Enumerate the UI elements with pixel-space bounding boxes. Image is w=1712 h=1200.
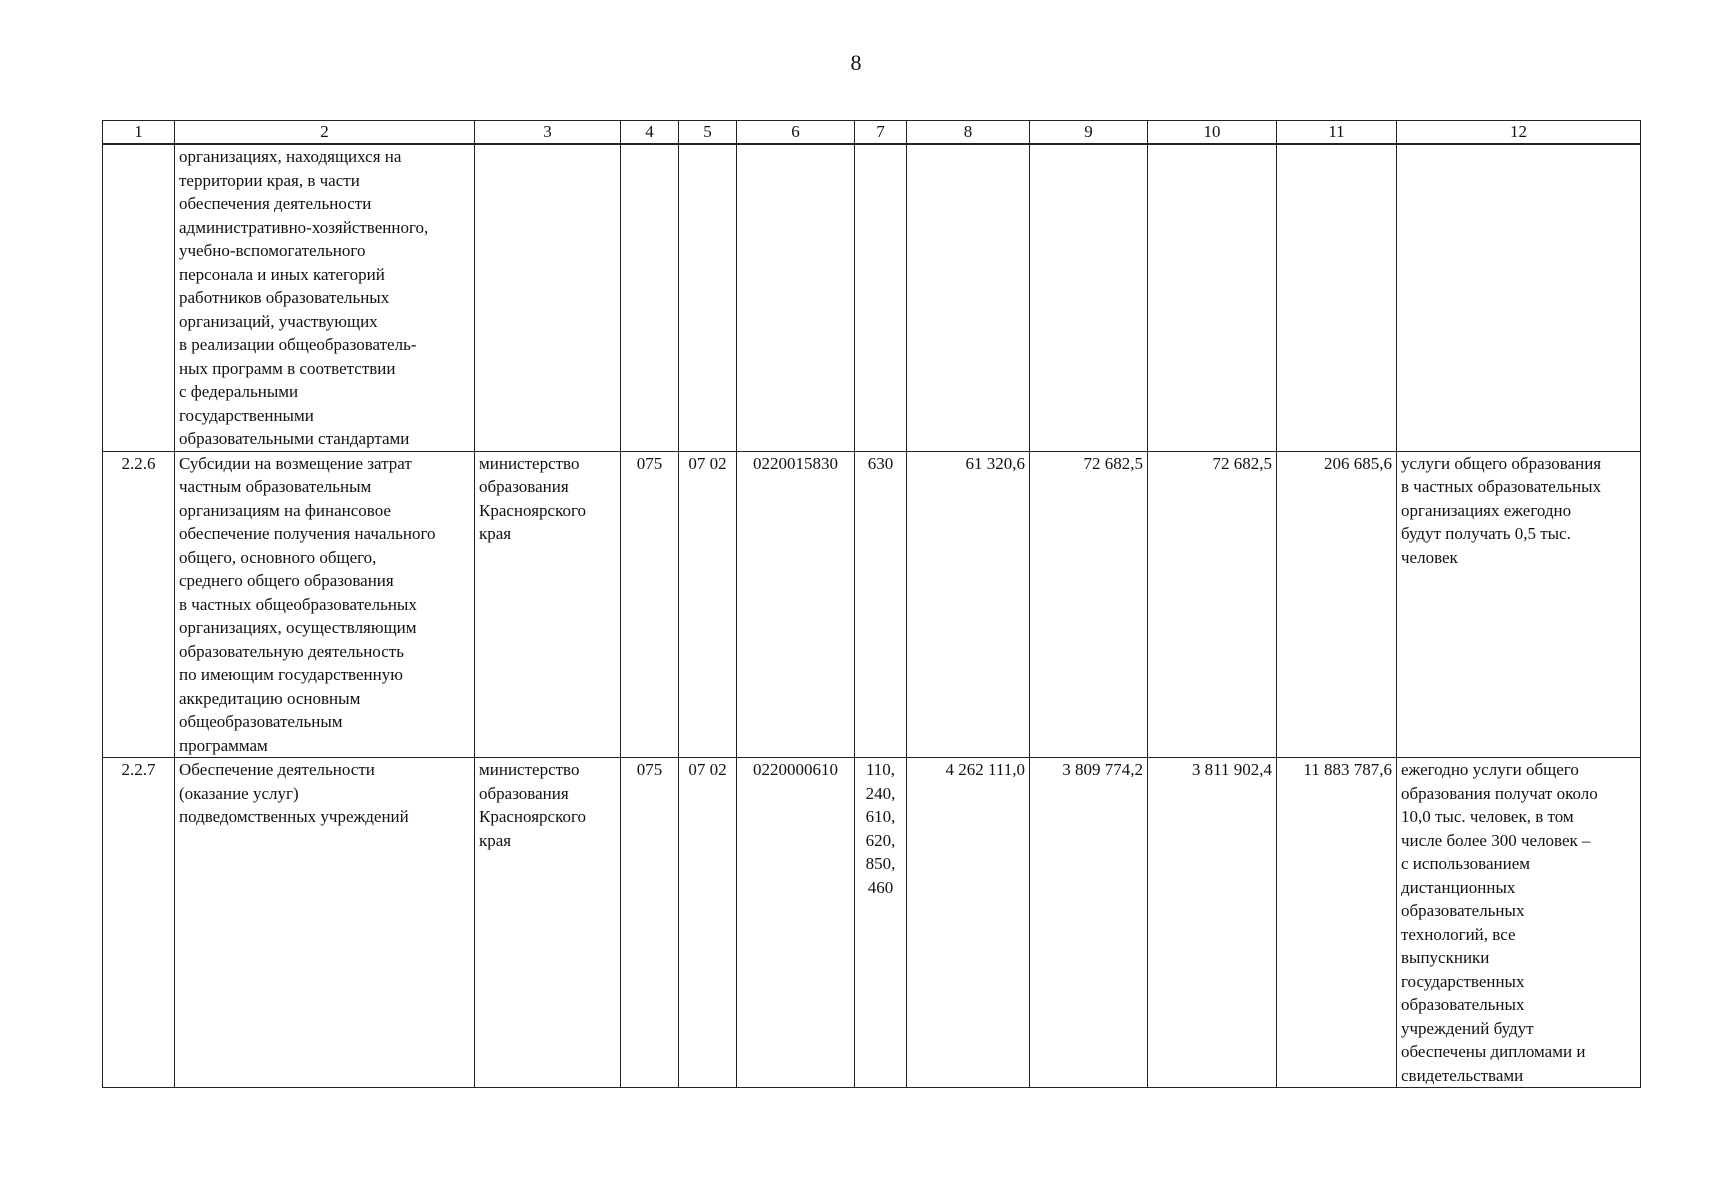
cell-administrator: министерство образования Красноярского края xyxy=(475,758,621,1088)
cell-total: 11 883 787,6 xyxy=(1277,758,1397,1088)
col-header-5: 5 xyxy=(679,121,737,145)
col-header-6: 6 xyxy=(737,121,855,145)
cell-administrator: министерство образования Красноярского края xyxy=(475,451,621,758)
cell-year-1 xyxy=(907,144,1030,451)
cell-grbs xyxy=(621,144,679,451)
col-header-3: 3 xyxy=(475,121,621,145)
header-row xyxy=(103,121,1641,145)
cell-administrator xyxy=(475,144,621,451)
cell-csr: 0220000610 xyxy=(737,758,855,1088)
col-header-10: 10 xyxy=(1148,121,1277,145)
col-header-11: 11 xyxy=(1277,121,1397,145)
cell-vr: 630 xyxy=(855,451,907,758)
col-header-1: 1 xyxy=(103,121,175,145)
cell-grbs: 075 xyxy=(621,758,679,1088)
page-number: 8 xyxy=(850,50,862,75)
col-header-7: 7 xyxy=(855,121,907,145)
cell-year-3: 72 682,5 xyxy=(1148,451,1277,758)
cell-vr: 110, 240, 610, 620, 850, 460 xyxy=(855,758,907,1088)
cell-vr xyxy=(855,144,907,451)
table-row xyxy=(103,451,1641,758)
cell-rzpr: 07 02 xyxy=(679,758,737,1088)
cell-year-3: 3 811 902,4 xyxy=(1148,758,1277,1088)
cell-expected-result: услуги общего образования в частных образовательных организациях ежегодно будут получать 0,5 тыс. человек xyxy=(1397,451,1641,758)
cell-number: 2.2.7 xyxy=(103,758,175,1088)
cell-year-2: 3 809 774,2 xyxy=(1030,758,1148,1088)
cell-year-1: 61 320,6 xyxy=(907,451,1030,758)
cell-total: 206 685,6 xyxy=(1277,451,1397,758)
cell-year-1: 4 262 111,0 xyxy=(907,758,1030,1088)
cell-expected-result xyxy=(1397,144,1641,451)
table-row xyxy=(103,758,1641,1088)
cell-csr xyxy=(737,144,855,451)
cell-total xyxy=(1277,144,1397,451)
cell-year-2 xyxy=(1030,144,1148,451)
cell-rzpr xyxy=(679,144,737,451)
cell-rzpr: 07 02 xyxy=(679,451,737,758)
col-header-12: 12 xyxy=(1397,121,1641,145)
col-header-4: 4 xyxy=(621,121,679,145)
table-row xyxy=(103,144,1641,451)
budget-table xyxy=(102,120,1641,1088)
cell-expected-result: ежегодно услуги общего образования получат около 10,0 тыс. человек, в том числе более 300 человек – с использованием дистанционных образовательных технологий, все выпускники государственных образовательных учреждений будут обеспечены дипломами и свидетельствами xyxy=(1397,758,1641,1088)
col-header-9: 9 xyxy=(1030,121,1148,145)
cell-year-3 xyxy=(1148,144,1277,451)
cell-event-name: Обеспечение деятельности (оказание услуг) подведомственных учреждений xyxy=(175,758,475,1088)
table-header xyxy=(103,121,1641,145)
cell-csr: 0220015830 xyxy=(737,451,855,758)
col-header-8: 8 xyxy=(907,121,1030,145)
cell-number: 2.2.6 xyxy=(103,451,175,758)
table-body xyxy=(103,144,1641,1088)
cell-number xyxy=(103,144,175,451)
col-header-2: 2 xyxy=(175,121,475,145)
cell-event-name: организациях, находящихся на территории края, в части обеспечения деятельности административно-хозяйственного, учебно-вспомогательного персонала и иных категорий работников образовательных организаций, участвующих в реализации общеобразователь- ных программ в соответствии с федеральными государственными образовательными стандартами xyxy=(175,144,475,451)
cell-event-name: Субсидии на возмещение затрат частным образовательным организациям на финансовое обеспечение получения начального общего, основного общего, среднего общего образования в частных общеобразовательных организациях, осуществляющим образовательную деятельность по имеющим государственную аккредитацию основным общеобразовательным программам xyxy=(175,451,475,758)
cell-year-2: 72 682,5 xyxy=(1030,451,1148,758)
cell-grbs: 075 xyxy=(621,451,679,758)
